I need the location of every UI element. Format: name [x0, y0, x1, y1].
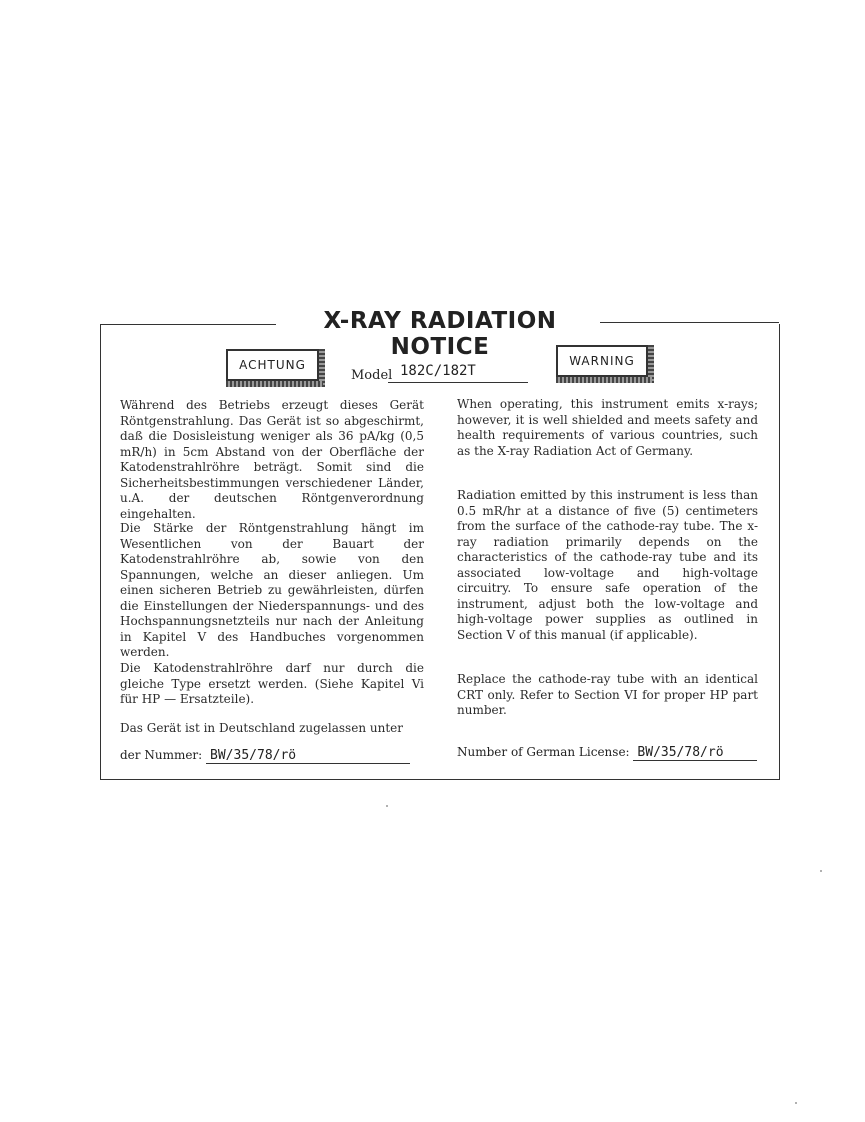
notice-title: X-RAY RADIATION NOTICE — [323, 308, 557, 360]
frame-rule-right — [600, 322, 779, 323]
english-paragraph-2: Radiation emitted by this instrument is less than 0.5 mR/hr at a distance of five (5) centimeters from the surface of the cathode-ray tube. The x-ray radiation primarily depends on the characteristics of the cathode-ray tube and its associated low-voltage and high-voltage circuitry. To ensure safe operation of the instrument, adjust both the low-voltage and high-voltage power supplies as outlined in Section V of this manual (if applicable). — [457, 488, 758, 642]
german-license-value: BW/35/78/rö — [206, 748, 410, 764]
german-license — [120, 748, 410, 764]
model-value: 182C/182T — [388, 363, 528, 383]
english-paragraph-3: Replace the cathode-ray tube with an identical CRT only. Refer to Section VI for proper HP part number. — [457, 672, 758, 717]
scan-speck — [795, 1102, 797, 1104]
scan-speck — [820, 870, 822, 872]
frame-rule-left — [100, 324, 276, 325]
german-paragraph-1: Während des Betriebs erzeugt dieses Gerät Röntgenstrahlung. Das Gerät ist so abgeschirmt, daß die Dosisleistung weniger als 36 pA/kg (0,5 mR/h) in 5cm Abstand von der Oberfläche der Katodenstrahlröhre beträgt. Somit sind die Sicherheitsbestimmungen verschiedener Länder, u.A. der deutschen Röntgenverordnung eingehalten. — [120, 398, 424, 521]
german-license-label: der Nummer: — [120, 748, 203, 762]
english-license-value: BW/35/78/rö — [633, 745, 757, 761]
german-paragraph-4: Das Gerät ist in Deutschland zugelassen unter — [120, 721, 403, 735]
english-paragraph-1: When operating, this instrument emits x-rays; however, it is well shielded and meets safety and health requirements of various countries, such as the X-ray Radiation Act of Germany. — [457, 397, 758, 458]
german-paragraph-3: Die Katodenstrahlröhre darf nur durch die gleiche Type ersetzt werden. (Siehe Kapitel Vi für HP — Ersatzteile). — [120, 661, 424, 706]
english-license — [457, 745, 757, 761]
achtung-badge: ACHTUNG — [226, 349, 319, 381]
warning-badge: WARNING — [556, 345, 648, 377]
german-paragraph-2: Die Stärke der Röntgenstrahlung hängt im Wesentlichen von der Bauart der Katodenstrahlröhre ab, sowie von den Spannungen, welche an dieser anliegen. Um einen sicheren Betrieb zu gewährleisten, dürfen die Einstellungen der Niederspannungs- und des Hochspannungsnetzteils nur nach der Anleitung in Kapitel V des Handbuches vorgenommen werden. — [120, 521, 424, 659]
model-label: Model — [351, 368, 393, 383]
english-license-label: Number of German License: — [457, 745, 630, 759]
scan-speck — [386, 805, 388, 807]
